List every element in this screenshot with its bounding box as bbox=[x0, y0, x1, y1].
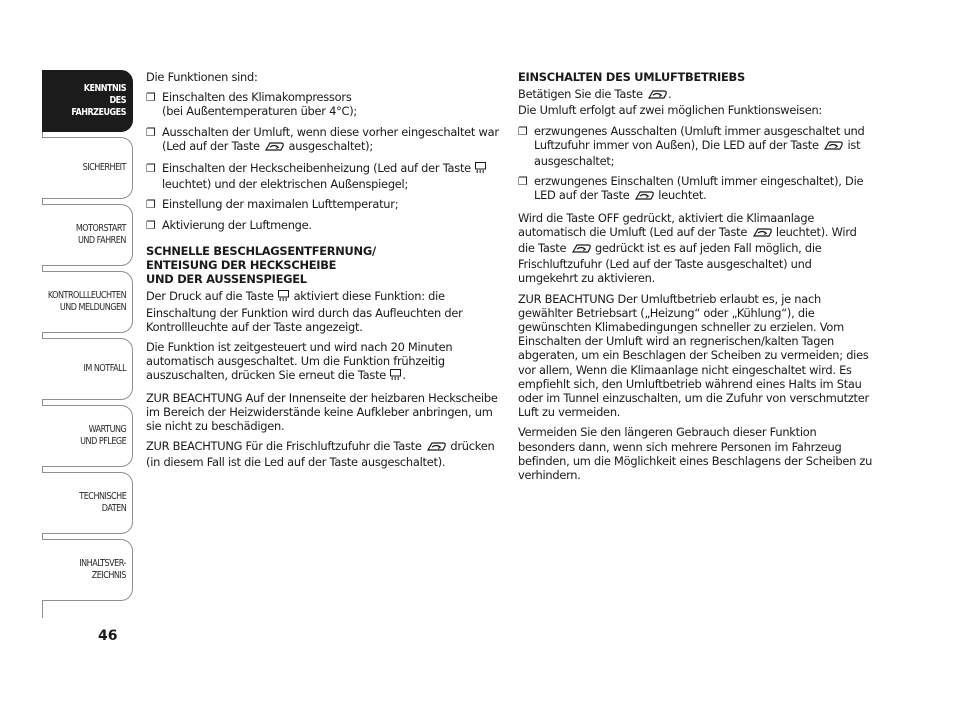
tab-technische-daten[interactable] bbox=[42, 472, 133, 534]
paragraph bbox=[518, 211, 873, 286]
paragraph-text: Betätigen Sie die Taste bbox=[518, 87, 643, 102]
page-number: 46 bbox=[98, 628, 118, 644]
tab-label: IM NOTFALL bbox=[83, 363, 126, 374]
paragraph: ZUR BEACHTUNG Der Umluftbetrieb erlaubt es, je nach gewählter Betriebsart („Heizung“ oder „Kühlung“), die gewünschten Klimabedingungen schneller zu erzielen. Vom Einschalten der Umluft wird an regnerischen/kalten Tagen abgeraten, um ein Beschlagen der Scheiben zu vermeiden; dies vor allem, Wenn die Klimaanlage nicht eingeschaltet wird. Es empfiehlt sich, den Umluftbetrieb während eines Halts im Stau oder im Tunnel einzuschalten, um die Zufuhr von verschmutzter Luft zu vermeiden. bbox=[518, 291, 869, 420]
bullet-box: ❐ bbox=[518, 124, 528, 138]
paragraph-text: Die Umluft erfolgt auf zwei möglichen Funktionsweisen: bbox=[518, 103, 823, 118]
recirculation-icon bbox=[751, 227, 773, 241]
bullet-box: ❐ bbox=[518, 175, 528, 189]
right-column bbox=[518, 70, 873, 488]
rear-defrost-icon bbox=[474, 161, 487, 177]
list-item-text: Einschalten der Heckscheibenheizung (Led auf der Taste bbox=[162, 161, 471, 176]
tab-label: TECHNISCHE DATEN bbox=[78, 491, 126, 514]
list-item-text: Einstellung der maximalen Lufttemperatur; bbox=[162, 197, 399, 212]
list-item bbox=[146, 125, 501, 155]
left-column bbox=[146, 70, 501, 476]
rear-defrost-icon bbox=[277, 289, 290, 305]
paragraph-text: . bbox=[402, 368, 406, 383]
tab-sicherheit[interactable] bbox=[42, 137, 133, 199]
list-item bbox=[146, 218, 501, 232]
paragraph bbox=[146, 289, 501, 334]
tab-wartung[interactable] bbox=[42, 405, 133, 467]
paragraph-text: drücken (in diesem Fall ist die Led auf der Taste ausgeschaltet). bbox=[146, 439, 495, 470]
tab-motorstart[interactable] bbox=[42, 204, 133, 266]
tab-label: INHALTSVER- ZEICHNIS bbox=[79, 558, 126, 581]
list-item-text: Einschalten des Klimakompressors (bei Außentemperaturen über 4°C); bbox=[162, 90, 358, 119]
paragraph-text: Wird die Taste OFF gedrückt, aktiviert die Klimaanlage automatisch die Umluft (Led auf der Taste bbox=[518, 210, 815, 239]
recirculation-icon bbox=[633, 190, 655, 204]
list-item-text: leuchtet. bbox=[658, 188, 707, 203]
bullet-box: ❐ bbox=[146, 125, 156, 139]
recirculation-icon bbox=[570, 243, 592, 257]
recirculation-icon bbox=[425, 441, 447, 455]
paragraph: ZUR BEACHTUNG Auf der Innenseite der heizbaren Heckscheibe im Bereich der Heizwiderstände keine Aufkleber anbringen, um sie nicht zu beschädigen. bbox=[146, 390, 498, 434]
paragraph-text: leuchtet). Wird die Taste bbox=[518, 224, 857, 256]
list-item bbox=[146, 161, 501, 191]
tab-label: KONTROLLLEUCHTEN UND MELDUNGEN bbox=[47, 290, 126, 313]
list-item-text: Aktivierung der Luftmenge. bbox=[162, 217, 312, 232]
paragraph-text: gedrückt ist es auf jeden Fall möglich, die Frischluftzufuhr (Led auf der Taste ausgeschaltet) und umgekehrt zu aktivieren. bbox=[518, 241, 822, 286]
tab-label: KENNTNIS DES FAHRZEUGES bbox=[71, 83, 126, 118]
list-item-text: erzwungenes Ausschalten (Umluft immer ausgeschaltet und Luftzufuhr immer von Außen), Die LED auf der Taste bbox=[534, 123, 865, 152]
chapter-sidebar bbox=[42, 70, 133, 606]
list-item bbox=[518, 124, 873, 169]
list-item bbox=[146, 90, 501, 118]
bullet-box: ❐ bbox=[146, 218, 156, 232]
paragraph bbox=[518, 87, 873, 117]
paragraph bbox=[146, 340, 501, 385]
paragraph bbox=[146, 439, 501, 469]
paragraph: Vermeiden Sie den längeren Gebrauch dieser Funktion besonders dann, wenn sich mehrere Personen im Fahrzeug befinden, um die Möglichkeit eines Beschlagens der Scheiben zu verhindern. bbox=[518, 425, 873, 483]
list-item-text: Ausschalten der Umluft, wenn diese vorher eingeschaltet war (Led auf der Taste bbox=[162, 124, 499, 153]
recirculation-icon bbox=[263, 141, 285, 155]
list-item-text: ist ausgeschaltet; bbox=[534, 137, 861, 169]
paragraph-text: ZUR BEACHTUNG Für die Frischluftzufuhr die Taste bbox=[146, 439, 422, 454]
list-item bbox=[146, 197, 501, 211]
tab-im-notfall[interactable] bbox=[42, 338, 133, 400]
intro-text: Die Funktionen sind: bbox=[146, 70, 258, 84]
bullet-box: ❐ bbox=[146, 162, 156, 176]
paragraph-text: aktiviert diese Funktion: die Einschaltung der Funktion wird durch das Aufleuchten der Kontrollleuchte auf der Taste angezeigt. bbox=[146, 289, 463, 334]
paragraph-text: . bbox=[668, 87, 672, 102]
list-item bbox=[518, 174, 873, 204]
tab-kontrollleuchten[interactable] bbox=[42, 271, 133, 333]
tab-label: WARTUNG UND PFLEGE bbox=[79, 424, 126, 447]
list-item-text: erzwungenes Einschalten (Umluft immer eingeschaltet), Die LED auf der Taste bbox=[534, 174, 864, 203]
tab-label: SICHERHEIT bbox=[82, 162, 126, 173]
recirculation-icon bbox=[822, 140, 844, 154]
tab-inhaltsverzeichnis[interactable] bbox=[42, 539, 133, 601]
section-heading: SCHNELLE BESCHLAGSENTFERNUNG/ ENTEISUNG DER HECKSCHEIBE UND DER AUSSENSPIEGEL bbox=[146, 243, 376, 287]
rear-defrost-icon bbox=[389, 368, 402, 384]
bullet-box: ❐ bbox=[146, 198, 156, 212]
tab-kenntnis[interactable] bbox=[42, 70, 133, 132]
section-heading: EINSCHALTEN DES UMLUFTBETRIEBS bbox=[518, 70, 745, 84]
recirculation-icon bbox=[646, 89, 668, 103]
list-item-text: leuchtet) und der elektrischen Außenspiegel; bbox=[162, 177, 409, 192]
paragraph-text: Die Funktion ist zeitgesteuert und wird nach 20 Minuten automatisch ausgeschaltet. Um die Funktion frühzeitig auszuschalten, drücken Sie erneut die Taste bbox=[146, 340, 453, 383]
list-item-text: ausgeschaltet); bbox=[288, 138, 373, 153]
bullet-box: ❐ bbox=[146, 91, 156, 105]
paragraph-text: Der Druck auf die Taste bbox=[146, 289, 274, 304]
tab-label: MOTORSTART UND FAHREN bbox=[75, 223, 126, 246]
